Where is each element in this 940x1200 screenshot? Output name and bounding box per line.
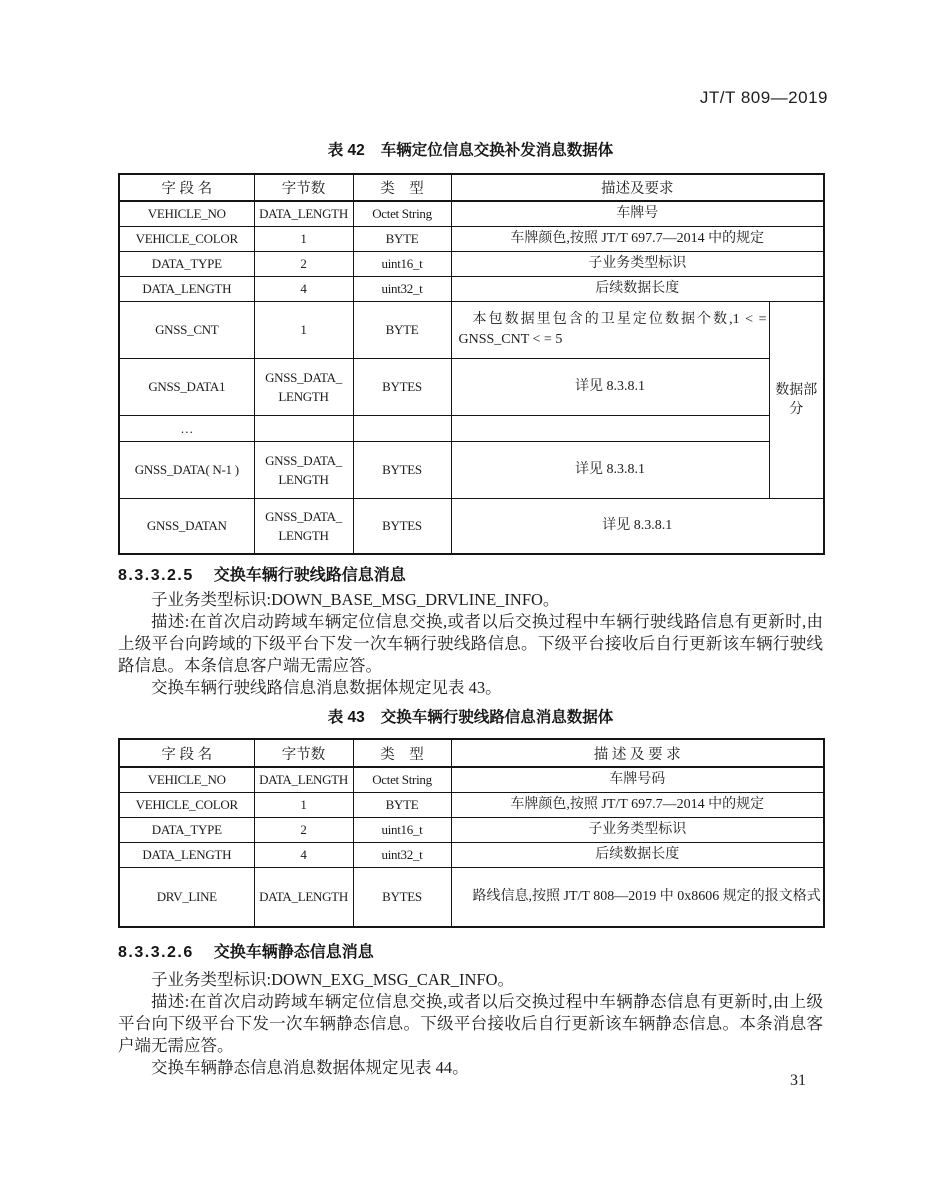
field-cell: GNSS_CNT — [119, 301, 254, 358]
field-cell: DRV_LINE — [119, 867, 254, 927]
paragraph-subtype: 子业务类型标识:DOWN_BASE_MSG_DRVLINE_INFO。 — [151, 590, 560, 609]
running-header: JT/T 809—2019 — [699, 88, 828, 107]
type-cell: uint16_t — [353, 817, 451, 842]
page-number: 31 — [790, 1072, 806, 1089]
paragraph-table-ref: 交换车辆静态信息消息数据体规定见表 44。 — [151, 1058, 469, 1077]
type-cell: BYTES — [353, 358, 451, 415]
type-cell: Octet String — [353, 201, 451, 226]
table-header-row — [119, 739, 824, 767]
desc-cell: 详见 8.3.8.1 — [451, 358, 769, 415]
field-cell: VEHICLE_NO — [119, 201, 254, 226]
table-43 — [118, 738, 825, 928]
paragraph-description: 描述:在首次启动跨域车辆定位信息交换,或者以后交换过程中车辆静态信息有更新时,由上级平台向下级平台下发一次车辆静态信息。下级平台接收后自行更新该车辆静态信息。本条消息客户端无需应答。 — [118, 992, 823, 1055]
bytes-cell: 1 — [254, 226, 353, 251]
type-cell: BYTES — [353, 867, 451, 927]
table-42 — [118, 173, 825, 555]
table-row — [119, 817, 824, 842]
desc-cell: 子业务类型标识 — [451, 251, 824, 276]
column-header-type: 类 型 — [353, 739, 451, 767]
table43-caption-title: 交换车辆行驶线路信息消息数据体 — [380, 709, 614, 726]
bytes-cell: 2 — [254, 251, 353, 276]
desc-cell: 本包数据里包含的卫星定位数据个数,1 < = GNSS_CNT < = 5 — [451, 301, 769, 358]
field-cell: VEHICLE_NO — [119, 767, 254, 792]
desc-cell: 车牌号码 — [451, 767, 824, 792]
desc-cell: 后续数据长度 — [451, 276, 824, 301]
bytes-cell: GNSS_​DATA_​LENGTH — [254, 358, 353, 415]
clause-title: 交换车辆静态信息消息 — [213, 944, 374, 961]
table-row — [119, 301, 824, 358]
bytes-cell: GNSS_​DATA_​LENGTH — [254, 498, 353, 554]
bytes-cell — [254, 415, 353, 441]
bytes-cell: GNSS_​DATA_​LENGTH — [254, 441, 353, 498]
bytes-cell: 1 — [254, 792, 353, 817]
table-row — [119, 498, 824, 554]
desc-cell: 子业务类型标识 — [451, 817, 824, 842]
field-cell: DATA_LENGTH — [119, 842, 254, 867]
column-header-desc: 描 述 及 要 求 — [451, 739, 824, 767]
desc-cell — [451, 415, 769, 441]
type-cell: uint32_t — [353, 276, 451, 301]
bytes-cell: DATA_​LENGTH — [254, 201, 353, 226]
section-heading — [118, 943, 823, 963]
desc-cell: 路线信息,按照 JT/T 808—2019 中 0x8606 规定的报文格式 — [451, 867, 824, 927]
table-row — [119, 276, 824, 301]
field-cell: VEHICLE_COLOR — [119, 792, 254, 817]
table-row — [119, 251, 824, 276]
type-cell: uint32_t — [353, 842, 451, 867]
bytes-cell: 4 — [254, 842, 353, 867]
table-row — [119, 867, 824, 927]
clause-number: 8.3.3.2.5 — [118, 567, 194, 584]
table-row — [119, 358, 824, 415]
desc-cell: 后续数据长度 — [451, 842, 824, 867]
field-cell: DATA_LENGTH — [119, 276, 254, 301]
paragraph-subtype: 子业务类型标识:DOWN_EXG_MSG_CAR_INFO。 — [151, 970, 515, 989]
desc-cell: 详见 8.3.8.1 — [451, 498, 824, 554]
field-cell: GNSS_DATAN — [119, 498, 254, 554]
type-cell: BYTE — [353, 226, 451, 251]
field-cell: DATA_TYPE — [119, 251, 254, 276]
table43-caption-label: 表 43 — [327, 709, 365, 726]
desc-cell: 车牌号 — [451, 201, 824, 226]
bytes-cell: 4 — [254, 276, 353, 301]
desc-cell: 车牌颜色,按照 JT/T 697.7—2014 中的规定 — [451, 226, 824, 251]
page-content — [118, 0, 823, 1079]
paragraph-table-ref: 交换车辆行驶线路信息消息数据体规定见表 43。 — [151, 678, 502, 697]
table-row — [119, 226, 824, 251]
type-cell: BYTES — [353, 441, 451, 498]
type-cell: BYTES — [353, 498, 451, 554]
desc-cell: 车牌颜色,按照 JT/T 697.7—2014 中的规定 — [451, 792, 824, 817]
bytes-cell: DATA_​LENGTH — [254, 767, 353, 792]
table42-caption-title: 车辆定位信息交换补发消息数据体 — [380, 142, 614, 159]
table-row — [119, 201, 824, 226]
column-header-field: 字 段 名 — [119, 739, 254, 767]
column-header-desc: 描述及要求 — [451, 174, 824, 201]
clause-number: 8.3.3.2.6 — [118, 944, 194, 961]
type-cell: BYTE — [353, 792, 451, 817]
clause-title: 交换车辆行驶线路信息消息 — [213, 567, 406, 584]
type-cell — [353, 415, 451, 441]
type-cell: BYTE — [353, 301, 451, 358]
column-header-bytes: 字节数 — [254, 739, 353, 767]
table-row — [119, 441, 824, 498]
table42-caption — [118, 142, 823, 160]
column-header-field: 字 段 名 — [119, 174, 254, 201]
field-cell: VEHICLE_COLOR — [119, 226, 254, 251]
table42-caption-label: 表 42 — [327, 142, 365, 159]
field-cell: GNSS_DATA1 — [119, 358, 254, 415]
field-cell: GNSS_DATA( N-1 ) — [119, 441, 254, 498]
data-part-cell: 数据部分 — [769, 301, 824, 498]
table-row — [119, 792, 824, 817]
type-cell: uint16_t — [353, 251, 451, 276]
column-header-bytes: 字节数 — [254, 174, 353, 201]
column-header-type: 类 型 — [353, 174, 451, 201]
bytes-cell: 2 — [254, 817, 353, 842]
desc-cell: 详见 8.3.8.1 — [451, 441, 769, 498]
section-heading — [118, 566, 823, 586]
type-cell: Octet String — [353, 767, 451, 792]
field-cell: DATA_TYPE — [119, 817, 254, 842]
field-cell: … — [119, 415, 254, 441]
bytes-cell: 1 — [254, 301, 353, 358]
table-row — [119, 842, 824, 867]
table-header-row — [119, 174, 824, 201]
table-row — [119, 415, 824, 441]
bytes-cell: DATA_​LENGTH — [254, 867, 353, 927]
table-row — [119, 767, 824, 792]
paragraph-description: 描述:在首次启动跨域车辆定位信息交换,或者以后交换过程中车辆行驶线路信息有更新时,由上级平台向跨域的下级平台下发一次车辆行驶线路信息。下级平台接收后自行更新该车辆行驶线路信息。本条信息客户端无需应答。 — [118, 612, 823, 675]
table43-caption — [118, 709, 823, 727]
